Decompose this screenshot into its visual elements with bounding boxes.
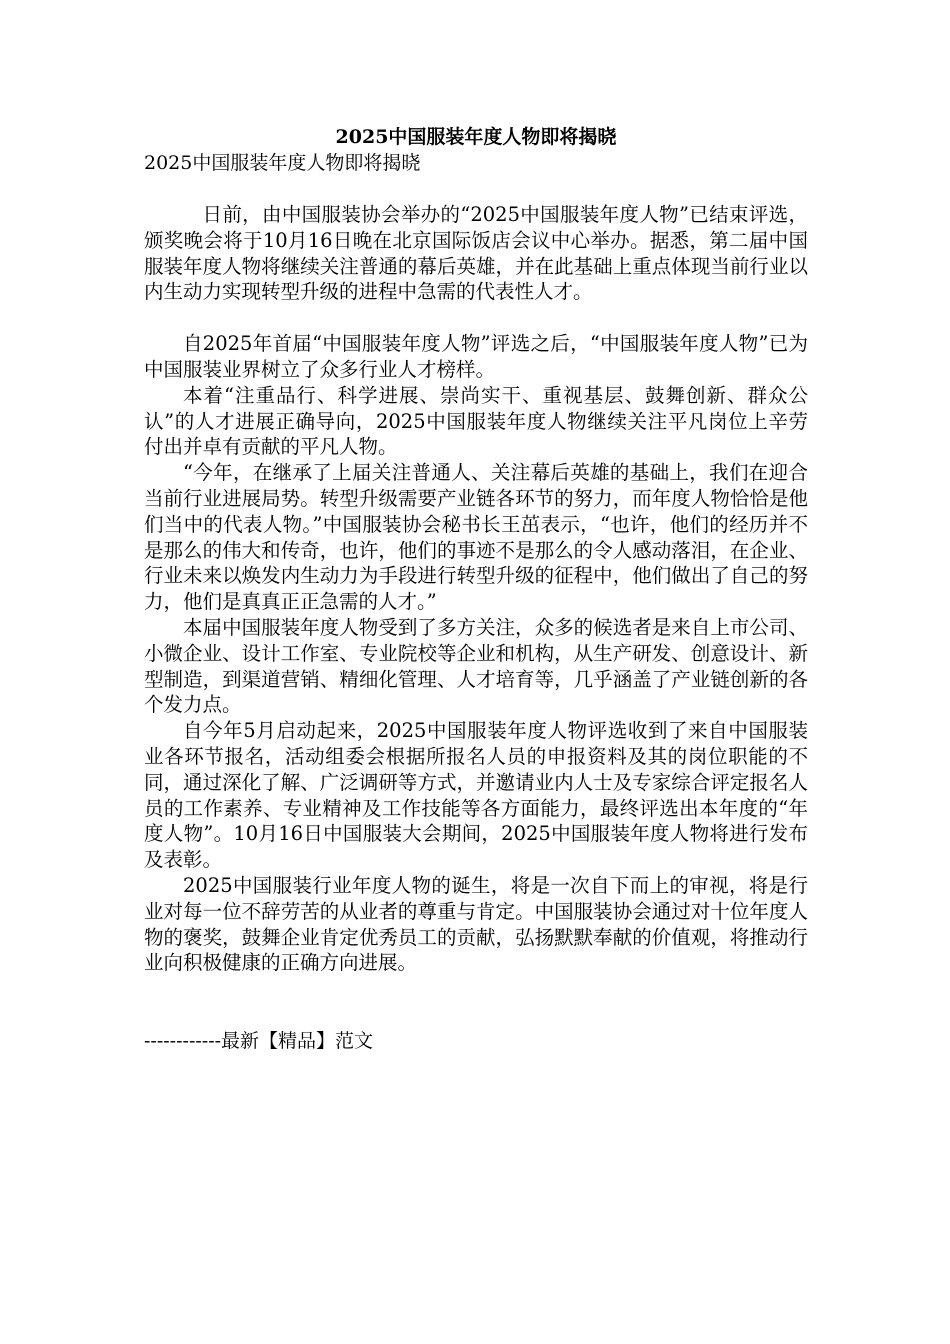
paragraph-3: 本着“注重品行、科学进展、崇尚实干、重视基层、鼓舞创新、群众公认”的人才进展正确导向，2025中国服装年度人物继续关注平凡岗位上辛劳付出并卓有贡献的平凡人物。 <box>144 383 808 459</box>
document-subtitle: 2025中国服装年度人物即将揭晓 <box>144 152 421 174</box>
document-title: 2025中国服装年度人物即将揭晓 <box>335 126 617 148</box>
paragraph-1: 日前，由中国服装协会举办的“2025中国服装年度人物”已结束评选，颁奖晚会将于10月16日晚在北京国际饭店会议中心举办。据悉，第二届中国服装年度人物将继续关注普通的幕后英雄，并在此基础上重点体现当前行业以内生动力实现转型升级的进程中急需的代表性人才。 <box>144 203 808 304</box>
paragraph-6: 自今年5月启动起来，2025中国服装年度人物评选收到了来自中国服装业各环节报名，活动组委会根据所报名人员的申报资料及其的岗位职能的不同，通过深化了解、广泛调研等方式，并邀请业内人士及专家综合评定报名人员的工作素养、专业精神及工作技能等各方面能力，最终评选出本年度的“年度人物”。10月16日中国服装大会期间，2025中国服装年度人物将进行发布及表彰。 <box>144 719 808 872</box>
document-body <box>144 124 808 1054</box>
paragraph-7: 2025中国服装行业年度人物的诞生，将是一次自下而上的审视，将是行业对每一位不辞劳苦的从业者的尊重与肯定。中国服装协会通过对十位年度人物的褒奖，鼓舞企业肯定优秀员工的贡献，弘扬默默奉献的价值观，将推动行业向积极健康的正确方向进展。 <box>144 873 808 975</box>
paragraph-4: “今年，在继承了上届关注普通人、关注幕后英雄的基础上，我们在迎合当前行业进展局势。转型升级需要产业链各环节的努力，而年度人物恰恰是他们当中的代表人物。”中国服装协会秘书长王茁表示，“也许，他们的经历并不是那么的伟大和传奇，也许，他们的事迹不是那么的令人感动落泪，在企业、行业未来以焕发内生动力为手段进行转型升级的征程中，他们做出了自己的努力，他们是真真正正急需的人才。” <box>144 461 808 614</box>
paragraph-2: 自2025年首届“中国服装年度人物”评选之后，“中国服装年度人物”已为中国服装业界树立了众多行业人才榜样。 <box>144 332 808 381</box>
paragraph-5: 本届中国服装年度人物受到了多方关注，众多的候选者是来自上市公司、小微企业、设计工作室、专业院校等企业和机构，从生产研发、创意设计、新型制造，到渠道营销、精细化管理、人才培育等，几乎涵盖了产业链创新的各个发力点。 <box>144 615 808 717</box>
document-footer: ------------最新【精品】范文 <box>144 1030 374 1053</box>
